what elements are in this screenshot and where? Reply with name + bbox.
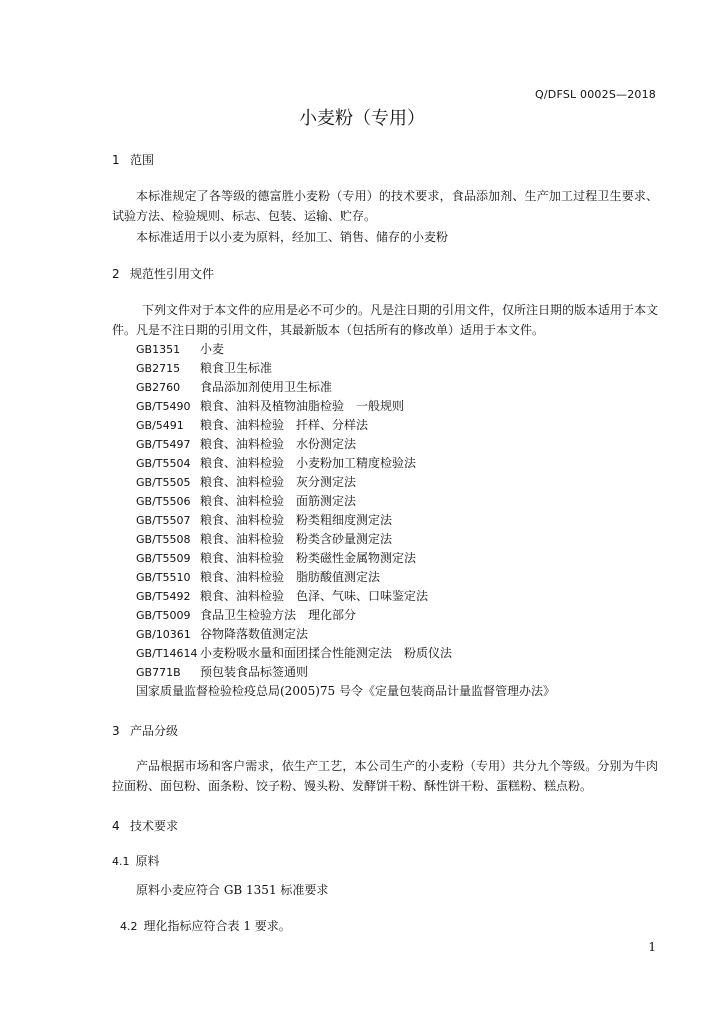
subsection-4-1-text: 原料小麦应符合 GB 1351 标准要求 xyxy=(136,883,329,897)
reference-title: 小麦粉吸水量和面团揉合性能测定法 粉质仪法 xyxy=(200,646,453,660)
reference-title: 食品添加剂使用卫生标准 xyxy=(200,380,333,394)
document-code: Q/DFSL 0002S—2018 xyxy=(535,88,656,101)
reference-code: GB2715 xyxy=(136,362,181,375)
reference-item xyxy=(136,530,656,549)
document-title: 小麦粉（专用） xyxy=(299,108,425,129)
section-1-number: 1 xyxy=(112,153,120,167)
reference-code: GB/T5492 xyxy=(136,590,191,603)
reference-item xyxy=(136,454,656,473)
section-3-title: 产品分级 xyxy=(130,724,179,738)
reference-title: 粮食、油料及植物油脂检验 一般规则 xyxy=(200,399,405,413)
reference-item xyxy=(136,587,656,606)
reference-title: 粮食、油料检验 色泽、气味、口味鉴定法 xyxy=(200,589,429,603)
reference-code: GB771B xyxy=(136,666,181,679)
reference-title: 粮食、油料检验 扦样、分样法 xyxy=(200,418,369,432)
reference-item xyxy=(136,663,656,682)
section-2-title: 规范性引用文件 xyxy=(130,267,215,281)
subsection-4-1-title: 原料 xyxy=(135,854,160,868)
reference-title: 预包装食品标签通则 xyxy=(200,665,309,679)
reference-regulation: 国家质量监督检验检疫总局(2005)75 号令《定量包装商品计量监督管理办法》 xyxy=(136,684,555,698)
reference-title: 食品卫生检验方法 理化部分 xyxy=(200,608,357,622)
reference-item xyxy=(136,568,656,587)
reference-item xyxy=(136,606,656,625)
reference-item xyxy=(136,359,656,378)
reference-code: GB/T5506 xyxy=(136,495,191,508)
reference-item xyxy=(136,397,656,416)
section-4-heading xyxy=(112,818,178,834)
reference-code: GB/5491 xyxy=(136,419,184,432)
reference-code: GB/T14614 xyxy=(136,647,198,660)
reference-item xyxy=(136,549,656,568)
reference-code: GB/T5009 xyxy=(136,609,191,622)
section-1-paragraph-2: 本标准适用于以小麦为原料，经加工、销售、储存的小麦粉 xyxy=(136,230,449,244)
reference-item xyxy=(136,511,656,530)
subsection-4-2-text: 理化指标应符合表 1 要求。 xyxy=(143,919,291,933)
page-number: 1 xyxy=(648,940,656,954)
reference-code: GB/T5490 xyxy=(136,400,191,413)
subsection-4-2-heading xyxy=(120,918,291,935)
reference-title: 粮食、油料检验 脂肪酸值测定法 xyxy=(200,570,381,584)
reference-title: 粮食、油料检验 粉类含砂量测定法 xyxy=(200,532,393,546)
subsection-4-1-heading xyxy=(112,853,160,870)
reference-item xyxy=(136,473,656,492)
subsection-4-2-number: 4.2 xyxy=(120,920,138,933)
subsection-4-1-number: 4.1 xyxy=(112,855,130,868)
reference-item xyxy=(136,340,656,359)
normative-references-list xyxy=(136,340,656,701)
section-1-paragraph-1: 本标准规定了各等级的德富胜小麦粉（专用）的技术要求，食品添加剂、生产加工过程卫生要求、试验方法、检验规则、标志、包装、运输、贮存。 xyxy=(112,189,658,223)
section-4-number: 4 xyxy=(112,819,120,833)
reference-title: 粮食、油料检验 粉类粗细度测定法 xyxy=(200,513,393,527)
reference-code: GB/10361 xyxy=(136,628,191,641)
section-4-title: 技术要求 xyxy=(130,819,179,833)
reference-item xyxy=(136,435,656,454)
reference-code: GB/T5505 xyxy=(136,476,191,489)
reference-title: 谷物降落数值测定法 xyxy=(200,627,309,641)
section-3-number: 3 xyxy=(112,724,120,738)
reference-code: GB/T5509 xyxy=(136,552,191,565)
section-2-intro: 下列文件对于本文件的应用是必不可少的。凡是注日期的引用文件，仅所注日期的版本适用于本文件。凡是不注日期的引用文件，其最新版本（包括所有的修改单）适用于本文件。 xyxy=(112,303,659,337)
section-3-paragraph: 产品根据市场和客户需求，依生产工艺，本公司生产的小麦粉（专用）共分九个等级。分别为牛肉拉面粉、面包粉、面条粉、饺子粉、馒头粉、发酵饼干粉、酥性饼干粉、蛋糕粉、糕点粉。 xyxy=(112,759,658,793)
reference-title: 粮食、油料检验 水份测定法 xyxy=(200,437,357,451)
reference-code: GB/T5508 xyxy=(136,533,191,546)
section-2-heading xyxy=(112,266,214,282)
reference-item xyxy=(136,644,656,663)
reference-title: 粮食、油料检验 小麦粉加工精度检验法 xyxy=(200,456,417,470)
reference-title: 粮食、油料检验 粉类磁性金属物测定法 xyxy=(200,551,417,565)
reference-code: GB/T5497 xyxy=(136,438,191,451)
reference-item xyxy=(136,378,656,397)
reference-item xyxy=(136,416,656,435)
reference-code: GB/T5510 xyxy=(136,571,191,584)
section-1-heading xyxy=(112,152,154,168)
reference-item xyxy=(136,492,656,511)
section-3-heading xyxy=(112,723,178,739)
reference-title: 粮食卫生标准 xyxy=(200,361,273,375)
reference-code: GB1351 xyxy=(136,343,181,356)
section-1-title: 范围 xyxy=(130,153,155,167)
reference-title: 粮食、油料检验 灰分测定法 xyxy=(200,475,357,489)
section-2-number: 2 xyxy=(112,267,120,281)
reference-title: 小麦 xyxy=(200,342,225,356)
reference-code: GB/T5507 xyxy=(136,514,191,527)
reference-code: GB/T5504 xyxy=(136,457,191,470)
reference-item xyxy=(136,625,656,644)
reference-code: GB2760 xyxy=(136,381,181,394)
reference-title: 粮食、油料检验 面筋测定法 xyxy=(200,494,357,508)
